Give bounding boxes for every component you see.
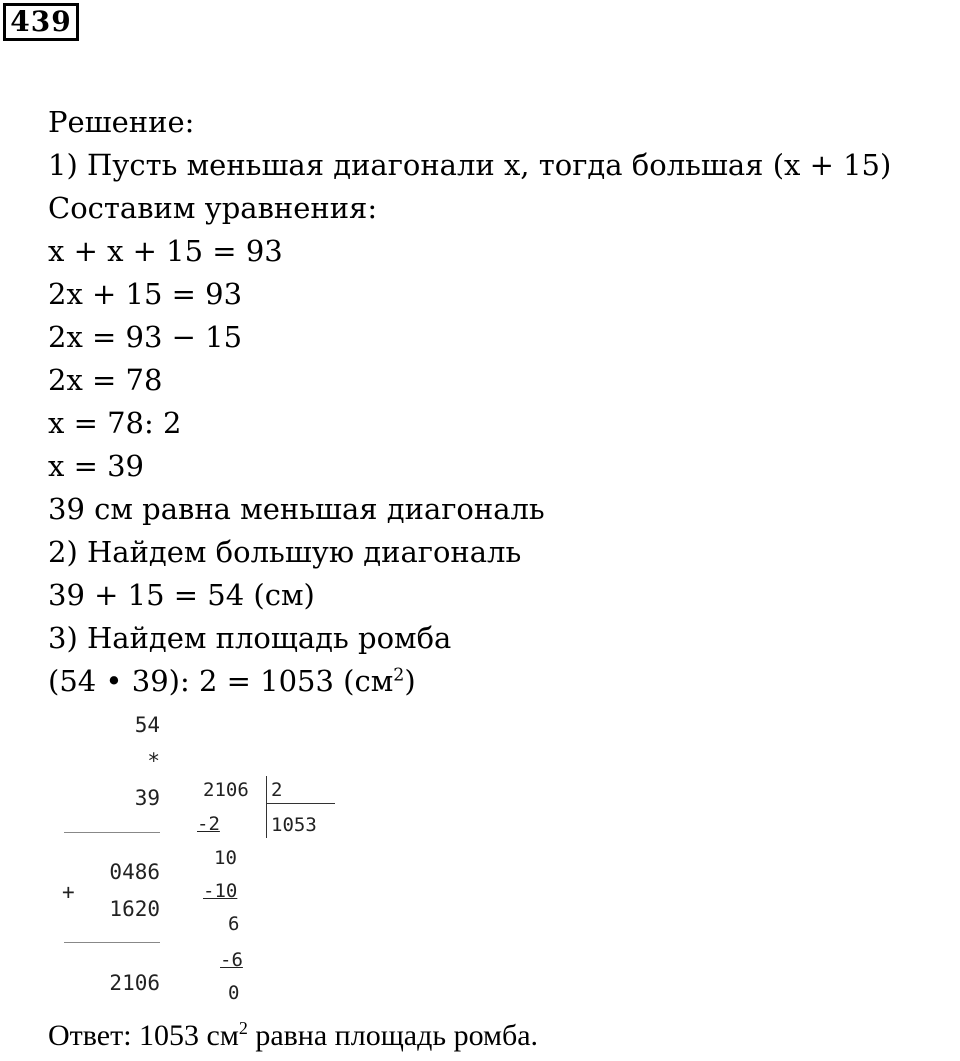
- solution-line: 3) Найдем площадь ромба: [48, 621, 452, 655]
- solution-line: 39 см равна меньшая диагональ: [48, 492, 545, 526]
- divisor-line: [267, 803, 335, 804]
- remainder-3: 0: [228, 982, 240, 1004]
- answer-prefix: Ответ: 1053 см: [48, 1019, 239, 1052]
- problem-number: 439: [3, 3, 79, 41]
- area-equation-line: [48, 660, 891, 703]
- answer-line: [48, 1018, 538, 1054]
- partial-product-2: 1620: [109, 897, 160, 921]
- quotient: 1053: [271, 814, 317, 836]
- division-bar: [266, 776, 267, 838]
- sum-line: [64, 942, 160, 943]
- remainder-1: 10: [214, 847, 237, 869]
- solution-text: [48, 101, 891, 703]
- equation-line: 2x = 93 − 15: [48, 320, 243, 354]
- answer-suffix: равна площадь ромба.: [247, 1019, 539, 1052]
- solution-line: 1) Пусть меньшая диагонали x, тогда большая (x + 15): [48, 148, 892, 182]
- area-expression: (54 • 39): 2 = 1053 (см: [48, 664, 394, 698]
- remainder-2: 6: [228, 913, 240, 935]
- partial-product-1: 0486: [109, 860, 160, 884]
- equation-line: 2x = 78: [48, 363, 163, 397]
- multiplier: 39: [134, 786, 160, 810]
- equation-line: 2x + 15 = 93: [48, 277, 243, 311]
- answer-exponent: 2: [238, 1018, 248, 1038]
- solution-line: Решение:: [48, 105, 195, 139]
- multiplication-result: 2106: [109, 971, 160, 995]
- equation-line: x = 39: [48, 449, 144, 483]
- equation-line: 39 + 15 = 54 (см): [48, 578, 315, 612]
- division-step-2: -10: [203, 880, 238, 902]
- divisor: 2: [271, 779, 283, 801]
- multiply-sign: *: [147, 749, 160, 773]
- solution-line: 2) Найдем большую диагональ: [48, 535, 522, 569]
- division-step-3: -6: [220, 949, 243, 971]
- equation-line: x + x + 15 = 93: [48, 234, 283, 268]
- multiplication-line: [64, 832, 160, 833]
- dividend: 2106: [203, 779, 249, 801]
- division-step-1: -2: [197, 813, 220, 835]
- solution-line: Составим уравнения:: [48, 191, 378, 225]
- equation-line: x = 78: 2: [48, 406, 182, 440]
- multiplicand: 54: [134, 713, 160, 737]
- plus-sign: +: [62, 880, 75, 904]
- area-exponent: 2: [393, 665, 405, 686]
- area-close-paren: ): [404, 664, 416, 698]
